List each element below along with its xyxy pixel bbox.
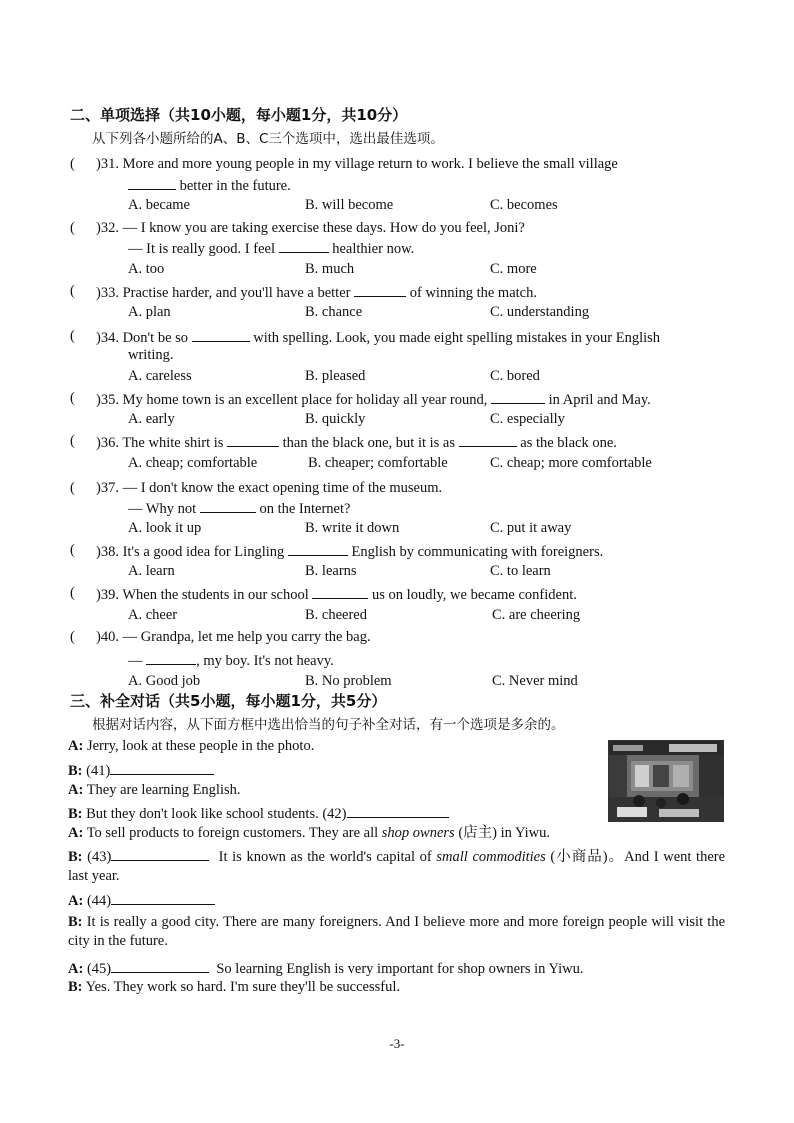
dialogue-line <box>68 781 241 799</box>
option-c: C. to learn <box>490 563 551 579</box>
section3-title: 三、补全对话（共5小题，每小题1分，共5分） <box>70 692 387 710</box>
stem-text: )39. When the students in our school <box>96 587 309 603</box>
option-b: B. cheaper; comfortable <box>308 455 448 471</box>
line-text: (44) <box>86 893 112 909</box>
option-c: C. more <box>490 261 537 277</box>
speaker-label: B: <box>68 806 83 822</box>
question-stem: )37. — I don't know the exact opening time of the museum. <box>96 480 443 496</box>
stem-text: better in the future. <box>179 178 291 194</box>
line-text: (小商品)。And I went there last year. <box>68 849 726 884</box>
market-photo <box>608 740 724 822</box>
option-b: B. quickly <box>305 411 366 427</box>
answer-paren: ( <box>70 390 75 406</box>
dialogue-line <box>68 760 214 780</box>
question-stem <box>96 389 651 409</box>
option-c: C. understanding <box>490 304 590 320</box>
answer-blank <box>354 282 406 297</box>
speaker-label: B: <box>68 979 83 995</box>
option-c: C. are cheering <box>492 607 581 623</box>
line-text: (45) <box>86 961 112 977</box>
answer-blank-45 <box>111 958 209 973</box>
line-text: They are learning English. <box>86 782 241 798</box>
answer-blank <box>192 327 250 342</box>
answer-blank <box>200 498 256 513</box>
speaker-label: A: <box>68 782 84 798</box>
option-c: C. bored <box>490 368 540 384</box>
speaker-label: B: <box>68 914 83 930</box>
line-text: Yes. They work so hard. I'm sure they'll be successful. <box>85 979 400 995</box>
line-text: To sell products to foreign customers. They are all <box>86 825 379 841</box>
option-a: A. too <box>128 261 165 277</box>
question-stem-line2 <box>128 498 350 518</box>
stem-text: than the black one, but it is as <box>282 435 456 451</box>
answer-blank <box>146 650 196 665</box>
italic-term: small commodities <box>436 849 546 865</box>
option-b: B. learns <box>305 563 357 579</box>
dialogue-line <box>68 890 215 910</box>
answer-paren: ( <box>70 585 75 601</box>
stem-text: English by communicating with foreigners. <box>351 544 604 560</box>
line-text: It is really a good city. There are many foreigners. And I believe more and more foreign people will visit the city in the future. <box>68 914 726 949</box>
answer-blank-42 <box>347 803 449 818</box>
question-stem: )32. — I know you are taking exercise these days. How do you feel, Joni? <box>96 220 525 236</box>
page-number: -3- <box>389 1036 405 1051</box>
question-stem-line2 <box>128 650 334 670</box>
answer-blank <box>288 541 348 556</box>
stem-text: )34. Don't be so <box>96 330 189 346</box>
option-a: A. plan <box>128 304 171 320</box>
line-text: (店主) in Yiwu. <box>458 825 551 841</box>
speaker-label: A: <box>68 738 84 754</box>
option-b: B. much <box>305 261 355 277</box>
stem-text: , my boy. It's not heavy. <box>196 653 334 669</box>
speaker-label: A: <box>68 961 84 977</box>
option-a: A. early <box>128 411 175 427</box>
question-stem <box>96 282 537 302</box>
answer-blank <box>491 389 545 404</box>
line-text: It is known as the world's capital of <box>218 849 432 865</box>
stem-text: on the Internet? <box>259 501 351 517</box>
answer-blank-41 <box>110 760 214 775</box>
dialogue-line <box>68 978 400 996</box>
option-c: C. especially <box>490 411 565 427</box>
question-stem <box>96 541 603 561</box>
answer-blank <box>128 175 176 190</box>
dialogue-line <box>68 824 550 842</box>
option-a: A. cheer <box>128 607 178 623</box>
question-stem: )31. More and more young people in my village return to work. I believe the small village <box>96 156 618 172</box>
dialogue-line <box>68 913 725 951</box>
section3-instruction: 根据对话内容，从下面方框中选出恰当的句子补全对话，有一个选项是多余的。 <box>92 717 565 733</box>
answer-blank-44 <box>111 890 215 905</box>
dialogue-line <box>68 846 725 886</box>
answer-paren: ( <box>70 328 75 344</box>
dialogue-line <box>68 958 584 978</box>
question-stem <box>96 432 617 452</box>
option-b: B. chance <box>305 304 363 320</box>
option-b: B. cheered <box>305 607 367 623</box>
stem-text: )35. My home town is an excellent place for holiday all year round, <box>96 392 488 408</box>
speaker-label: A: <box>68 825 84 841</box>
stem-text: of winning the match. <box>409 285 537 301</box>
option-c: C. cheap; more comfortable <box>490 455 652 471</box>
option-a: A. Good job <box>128 673 201 689</box>
stem-text: )33. Practise harder, and you'll have a better <box>96 285 351 301</box>
answer-paren: ( <box>70 480 75 496</box>
stem-text: )38. It's a good idea for Lingling <box>96 544 285 560</box>
stem-text: as the black one. <box>520 435 617 451</box>
answer-blank <box>279 238 329 253</box>
option-a: A. cheap; comfortable <box>128 455 258 471</box>
answer-paren: ( <box>70 629 75 645</box>
option-a: A. look it up <box>128 520 202 536</box>
line-text: Jerry, look at these people in the photo. <box>86 738 315 754</box>
answer-paren: ( <box>70 283 75 299</box>
option-a: A. careless <box>128 368 192 384</box>
question-stem-line2 <box>128 175 291 195</box>
option-c: C. becomes <box>490 197 558 213</box>
option-a: A. learn <box>128 563 175 579</box>
answer-paren: ( <box>70 156 75 172</box>
stem-text: — It is really good. I feel <box>128 241 275 257</box>
dialogue-line <box>68 803 449 823</box>
speaker-label: A: <box>68 893 84 909</box>
line-text: (43) <box>87 849 112 865</box>
answer-paren: ( <box>70 433 75 449</box>
answer-blank <box>227 432 279 447</box>
answer-blank <box>459 432 517 447</box>
line-text: (41) <box>86 763 111 779</box>
option-c: C. Never mind <box>492 673 578 689</box>
stem-text: healthier now. <box>332 241 415 257</box>
question-stem-line2 <box>128 238 414 258</box>
italic-term: shop owners <box>381 825 455 841</box>
line-text: But they don't look like school students. (42) <box>86 806 347 822</box>
answer-blank-43 <box>111 846 209 861</box>
question-stem <box>96 327 660 347</box>
stem-text: — <box>128 653 143 669</box>
option-b: B. will become <box>305 197 394 213</box>
answer-paren: ( <box>70 220 75 236</box>
option-a: A. became <box>128 197 190 213</box>
stem-text: — Why not <box>128 501 197 517</box>
speaker-label: B: <box>68 763 83 779</box>
question-stem-line2: writing. <box>128 347 174 363</box>
stem-text: with spelling. Look, you made eight spelling mistakes in your English <box>253 330 661 346</box>
option-b: B. write it down <box>305 520 400 536</box>
option-b: B. pleased <box>305 368 366 384</box>
market-photo-image <box>609 741 723 821</box>
section2-instruction: 从下列各小题所给的A、B、C三个选项中，选出最佳选项。 <box>92 131 444 147</box>
stem-text: in April and May. <box>548 392 651 408</box>
question-stem: )40. — Grandpa, let me help you carry the bag. <box>96 629 371 645</box>
stem-text: )36. The white shirt is <box>96 435 224 451</box>
question-stem <box>96 584 577 604</box>
stem-text: us on loudly, we became confident. <box>372 587 577 603</box>
option-b: B. No problem <box>305 673 392 689</box>
answer-blank <box>312 584 368 599</box>
section2-title: 二、单项选择（共10小题，每小题1分，共10分） <box>70 106 408 124</box>
option-c: C. put it away <box>490 520 572 536</box>
speaker-label: B: <box>68 849 83 865</box>
answer-paren: ( <box>70 542 75 558</box>
dialogue-line <box>68 737 314 755</box>
line-text: So learning English is very important for shop owners in Yiwu. <box>216 961 584 977</box>
